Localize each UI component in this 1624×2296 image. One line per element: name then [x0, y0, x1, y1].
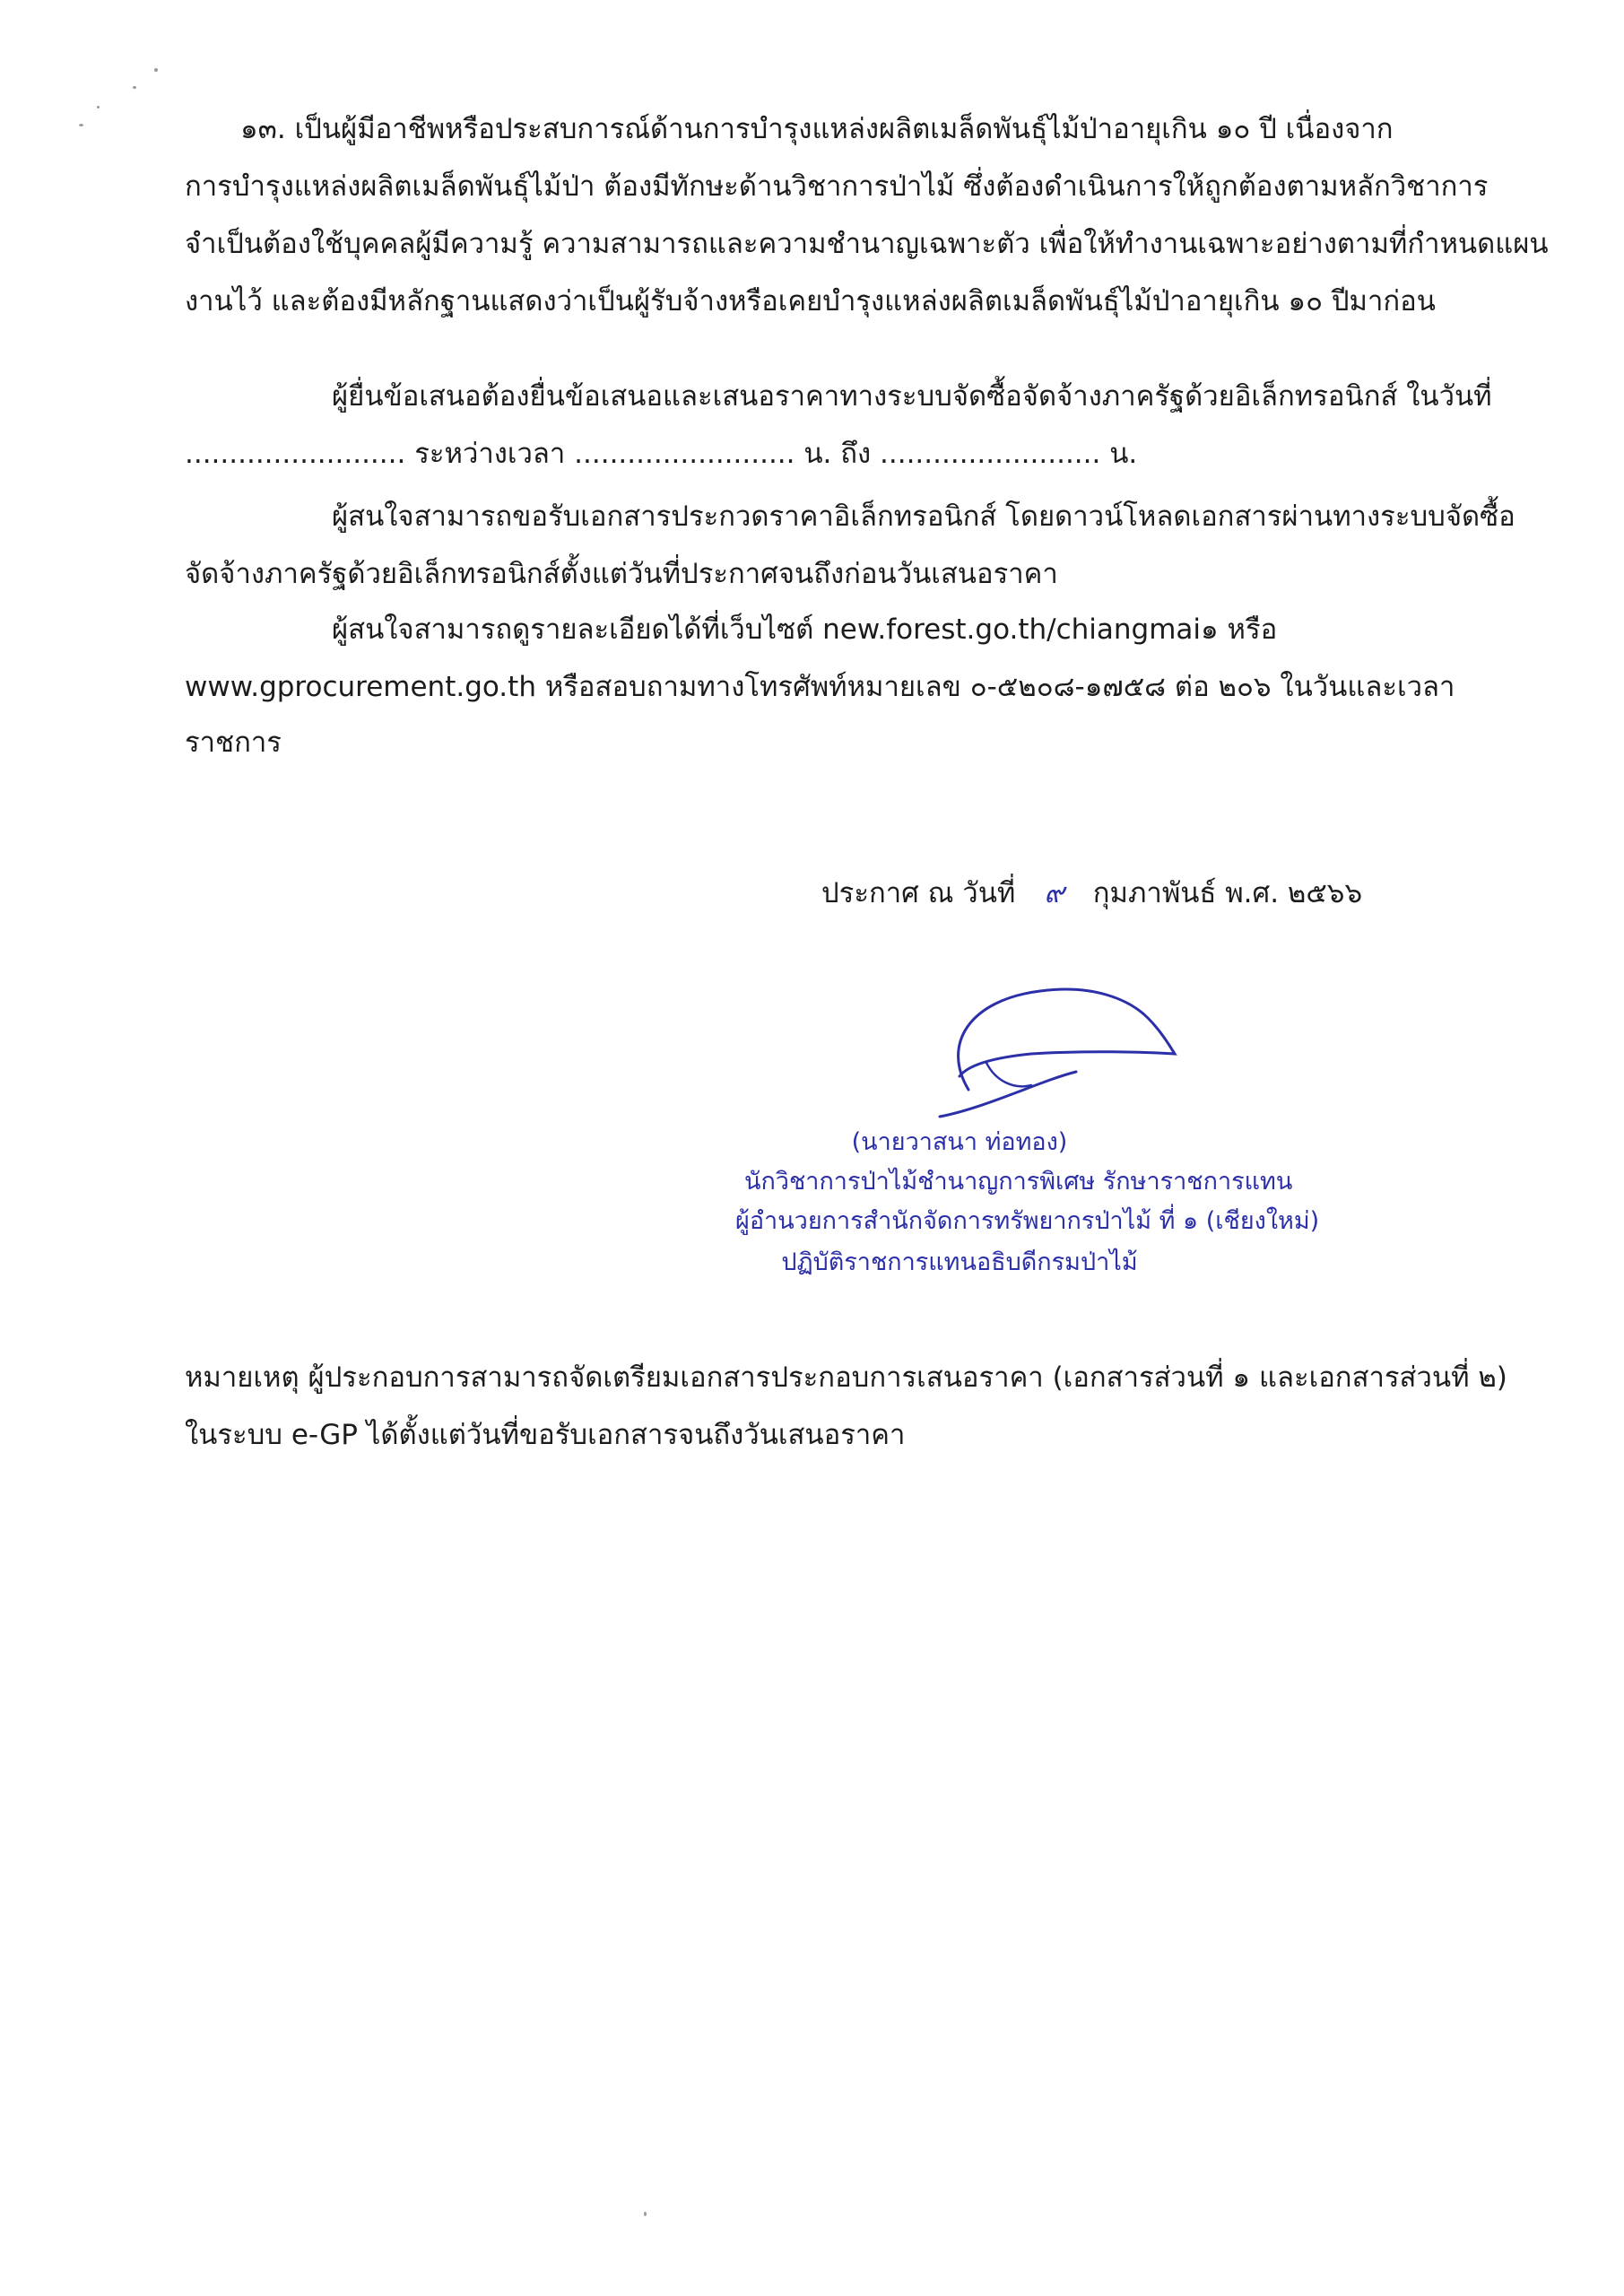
contact-line-2: www.gprocurement.go.th หรือสอบถามทางโทรศัพท์หมายเลข ๐-๕๒๐๘-๑๗๕๘ ต่อ ๒๐๖ ในวันและเวลา [185, 671, 1455, 703]
announce-date [821, 875, 1362, 911]
scan-speck [79, 124, 83, 126]
signatory-position-1: นักวิชาการป่าไม้ชำนาญการพิเศษ รักษาราชการแทน [744, 1168, 1293, 1196]
item13-line-3: จำเป็นต้องใช้บุคคลผู้มีความรู้ ความสามารถและความชำนาญเฉพาะตัว เพื่อให้ทำงานเฉพาะอย่างตามที่กำหนดแผน [185, 228, 1549, 260]
item13-line-1: ๑๓. เป็นผู้มีอาชีพหรือประสบการณ์ด้านการบำรุงแหล่งผลิตเมล็ดพันธุ์ไม้ป่าอายุเกิน ๑๐ ปี เนื่องจาก [240, 113, 1394, 145]
signature-scribble [933, 964, 1202, 1126]
scan-speck [97, 106, 100, 109]
announce-month-year: กุมภาพันธ์ พ.ศ. ๒๕๖๖ [1092, 877, 1363, 909]
scan-speck [154, 68, 158, 72]
note-line-2: ในระบบ e-GP ได้ตั้งแต่วันที่ขอรับเอกสารจนถึงวันเสนอราคา [185, 1419, 906, 1451]
scan-speck [644, 2212, 647, 2216]
signatory-position-2: ผู้อำนวยการสำนักจัดการทรัพยากรป่าไม้ ที่ ๑ (เชียงใหม่) [735, 1207, 1320, 1235]
item13-line-4: งานไว้ และต้องมีหลักฐานแสดงว่าเป็นผู้รับจ้างหรือเคยบำรุงแหล่งผลิตเมล็ดพันธุ์ไม้ป่าอายุเกิน ๑๐ ปีมาก่อน [185, 285, 1436, 317]
announce-prefix: ประกาศ ณ วันที่ [821, 877, 1016, 909]
download-line-1: ผู้สนใจสามารถขอรับเอกสารประกวดราคาอิเล็กทรอนิกส์ โดยดาวน์โหลดเอกสารผ่านทางระบบจัดซื้อ [332, 500, 1515, 533]
signatory-position-3: ปฏิบัติราชการแทนอธิบดีกรมป่าไม้ [781, 1248, 1138, 1276]
announce-day: ๙ [1044, 877, 1064, 909]
submission-line-2: ......................... ระหว่างเวลา ......................... น. ถึง ......................... น. [185, 438, 1138, 470]
contact-line-1: ผู้สนใจสามารถดูรายละเอียดได้ที่เว็บไซต์ new.forest.go.th/chiangmai๑ หรือ [332, 613, 1278, 646]
scan-speck [133, 86, 136, 89]
note-line-1: หมายเหตุ ผู้ประกอบการสามารถจัดเตรียมเอกสารประกอบการเสนอราคา (เอกสารส่วนที่ ๑ และเอกสารส่วนที่ ๒) [185, 1361, 1507, 1394]
contact-line-3: ราชการ [185, 726, 282, 759]
item13-line-2: การบำรุงแหล่งผลิตเมล็ดพันธุ์ไม้ป่า ต้องมีทักษะด้านวิชาการป่าไม้ ซึ่งต้องดำเนินการให้ถูกต้องตามหลักวิชาการ [185, 170, 1489, 203]
signatory-name: (นายวาสนา ท่อทอง) [851, 1128, 1068, 1156]
download-line-2: จัดจ้างภาครัฐด้วยอิเล็กทรอนิกส์ตั้งแต่วันที่ประกาศจนถึงก่อนวันเสนอราคา [185, 558, 1058, 590]
submission-line-1: ผู้ยื่นข้อเสนอต้องยื่นข้อเสนอและเสนอราคาทางระบบจัดซื้อจัดจ้างภาครัฐด้วยอิเล็กทรอนิกส์ ในวันที่ [332, 380, 1492, 413]
